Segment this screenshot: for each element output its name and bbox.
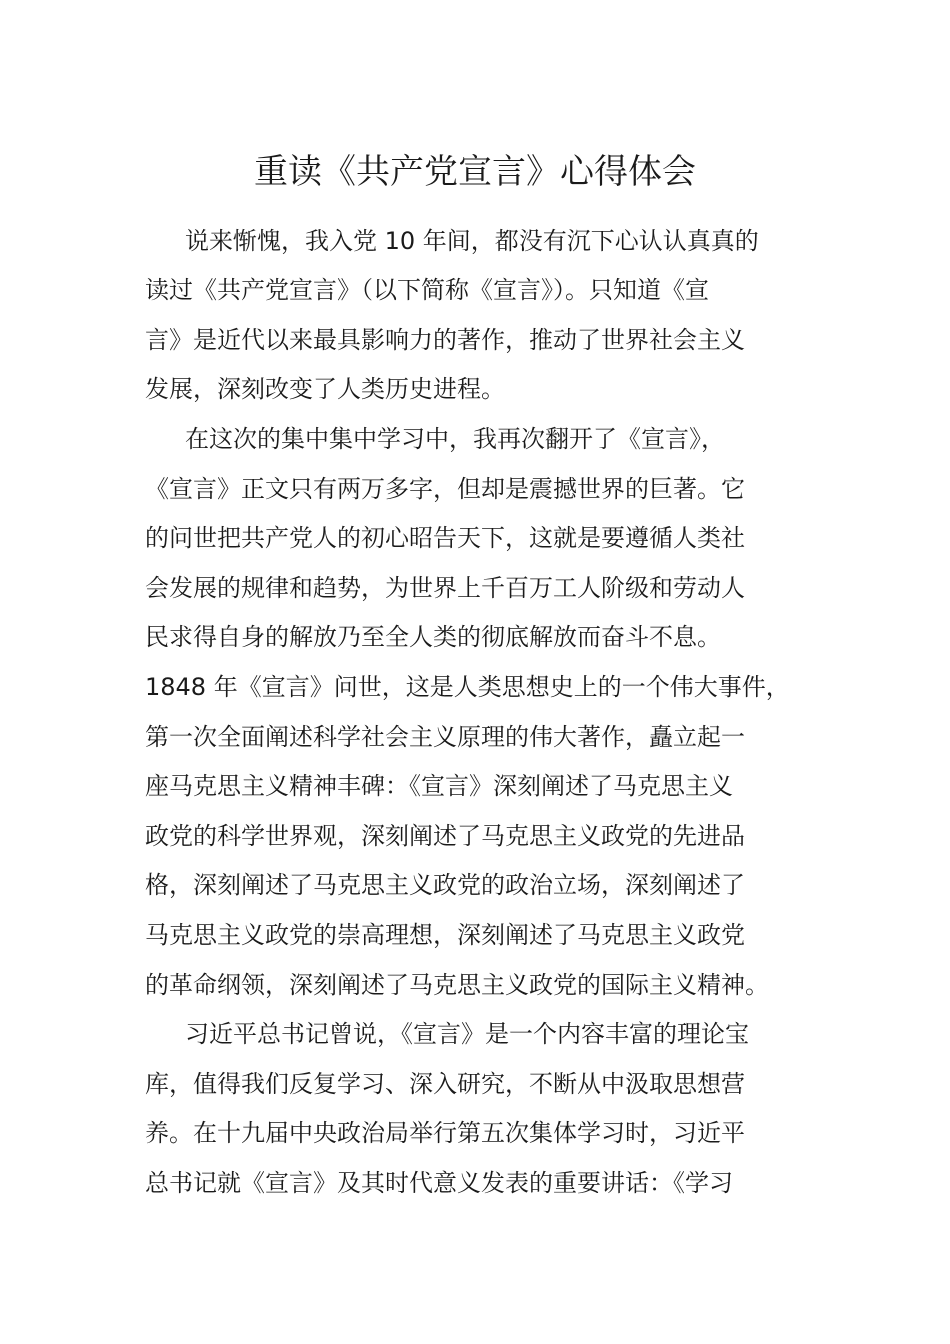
paragraph-line: 马克思主义政党的崇高理想，深刻阐述了马克思主义政党 [145, 921, 745, 949]
paragraph-line: 库，值得我们反复学习、深入研究，不断从中汲取思想营 [145, 1070, 745, 1098]
paragraph-line: 总书记就《宣言》及其时代意义发表的重要讲话：《学习 [145, 1169, 733, 1197]
paragraph-line: 在这次的集中集中学习中，我再次翻开了《宣言》， [185, 425, 725, 453]
paragraph-line: 第一次全面阐述科学社会主义原理的伟大著作，矗立起一 [145, 723, 745, 751]
paragraph-line: 1848 年《宣言》问世，这是人类思想史上的一个伟大事件， [145, 673, 790, 701]
paragraph-line: 说来惭愧，我入党 10 年间，都没有沉下心认认真真的 [185, 227, 759, 255]
paragraph-line: 言》是近代以来最具影响力的著作，推动了世界社会主义 [145, 326, 745, 354]
paragraph-line: 的革命纲领，深刻阐述了马克思主义政党的国际主义精神。 [145, 971, 769, 999]
paragraph-line: 会发展的规律和趋势，为世界上千百万工人阶级和劳动人 [145, 574, 745, 602]
paragraph-line: 民求得自身的解放乃至全人类的彻底解放而奋斗不息。 [145, 623, 721, 651]
paragraph-line: 《宣言》正文只有两万多字，但却是震撼世界的巨著。它 [145, 475, 745, 503]
paragraph-line: 发展，深刻改变了人类历史进程。 [145, 375, 505, 403]
document-title: 重读《共产党宣言》心得体会 [254, 152, 696, 192]
paragraph-line: 格，深刻阐述了马克思主义政党的政治立场，深刻阐述了 [145, 871, 745, 899]
paragraph-line: 习近平总书记曾说，《宣言》是一个内容丰富的理论宝 [185, 1020, 749, 1048]
paragraph-line: 养。在十九届中央政治局举行第五次集体学习时，习近平 [145, 1119, 745, 1147]
paragraph-line: 政党的科学世界观，深刻阐述了马克思主义政党的先进品 [145, 822, 745, 850]
paragraph-line: 读过《共产党宣言》（以下简称《宣言》）。只知道《宣 [145, 276, 709, 304]
paragraph-line: 的问世把共产党人的初心昭告天下，这就是要遵循人类社 [145, 524, 745, 552]
paragraph-line: 座马克思主义精神丰碑：《宣言》深刻阐述了马克思主义 [145, 772, 733, 800]
